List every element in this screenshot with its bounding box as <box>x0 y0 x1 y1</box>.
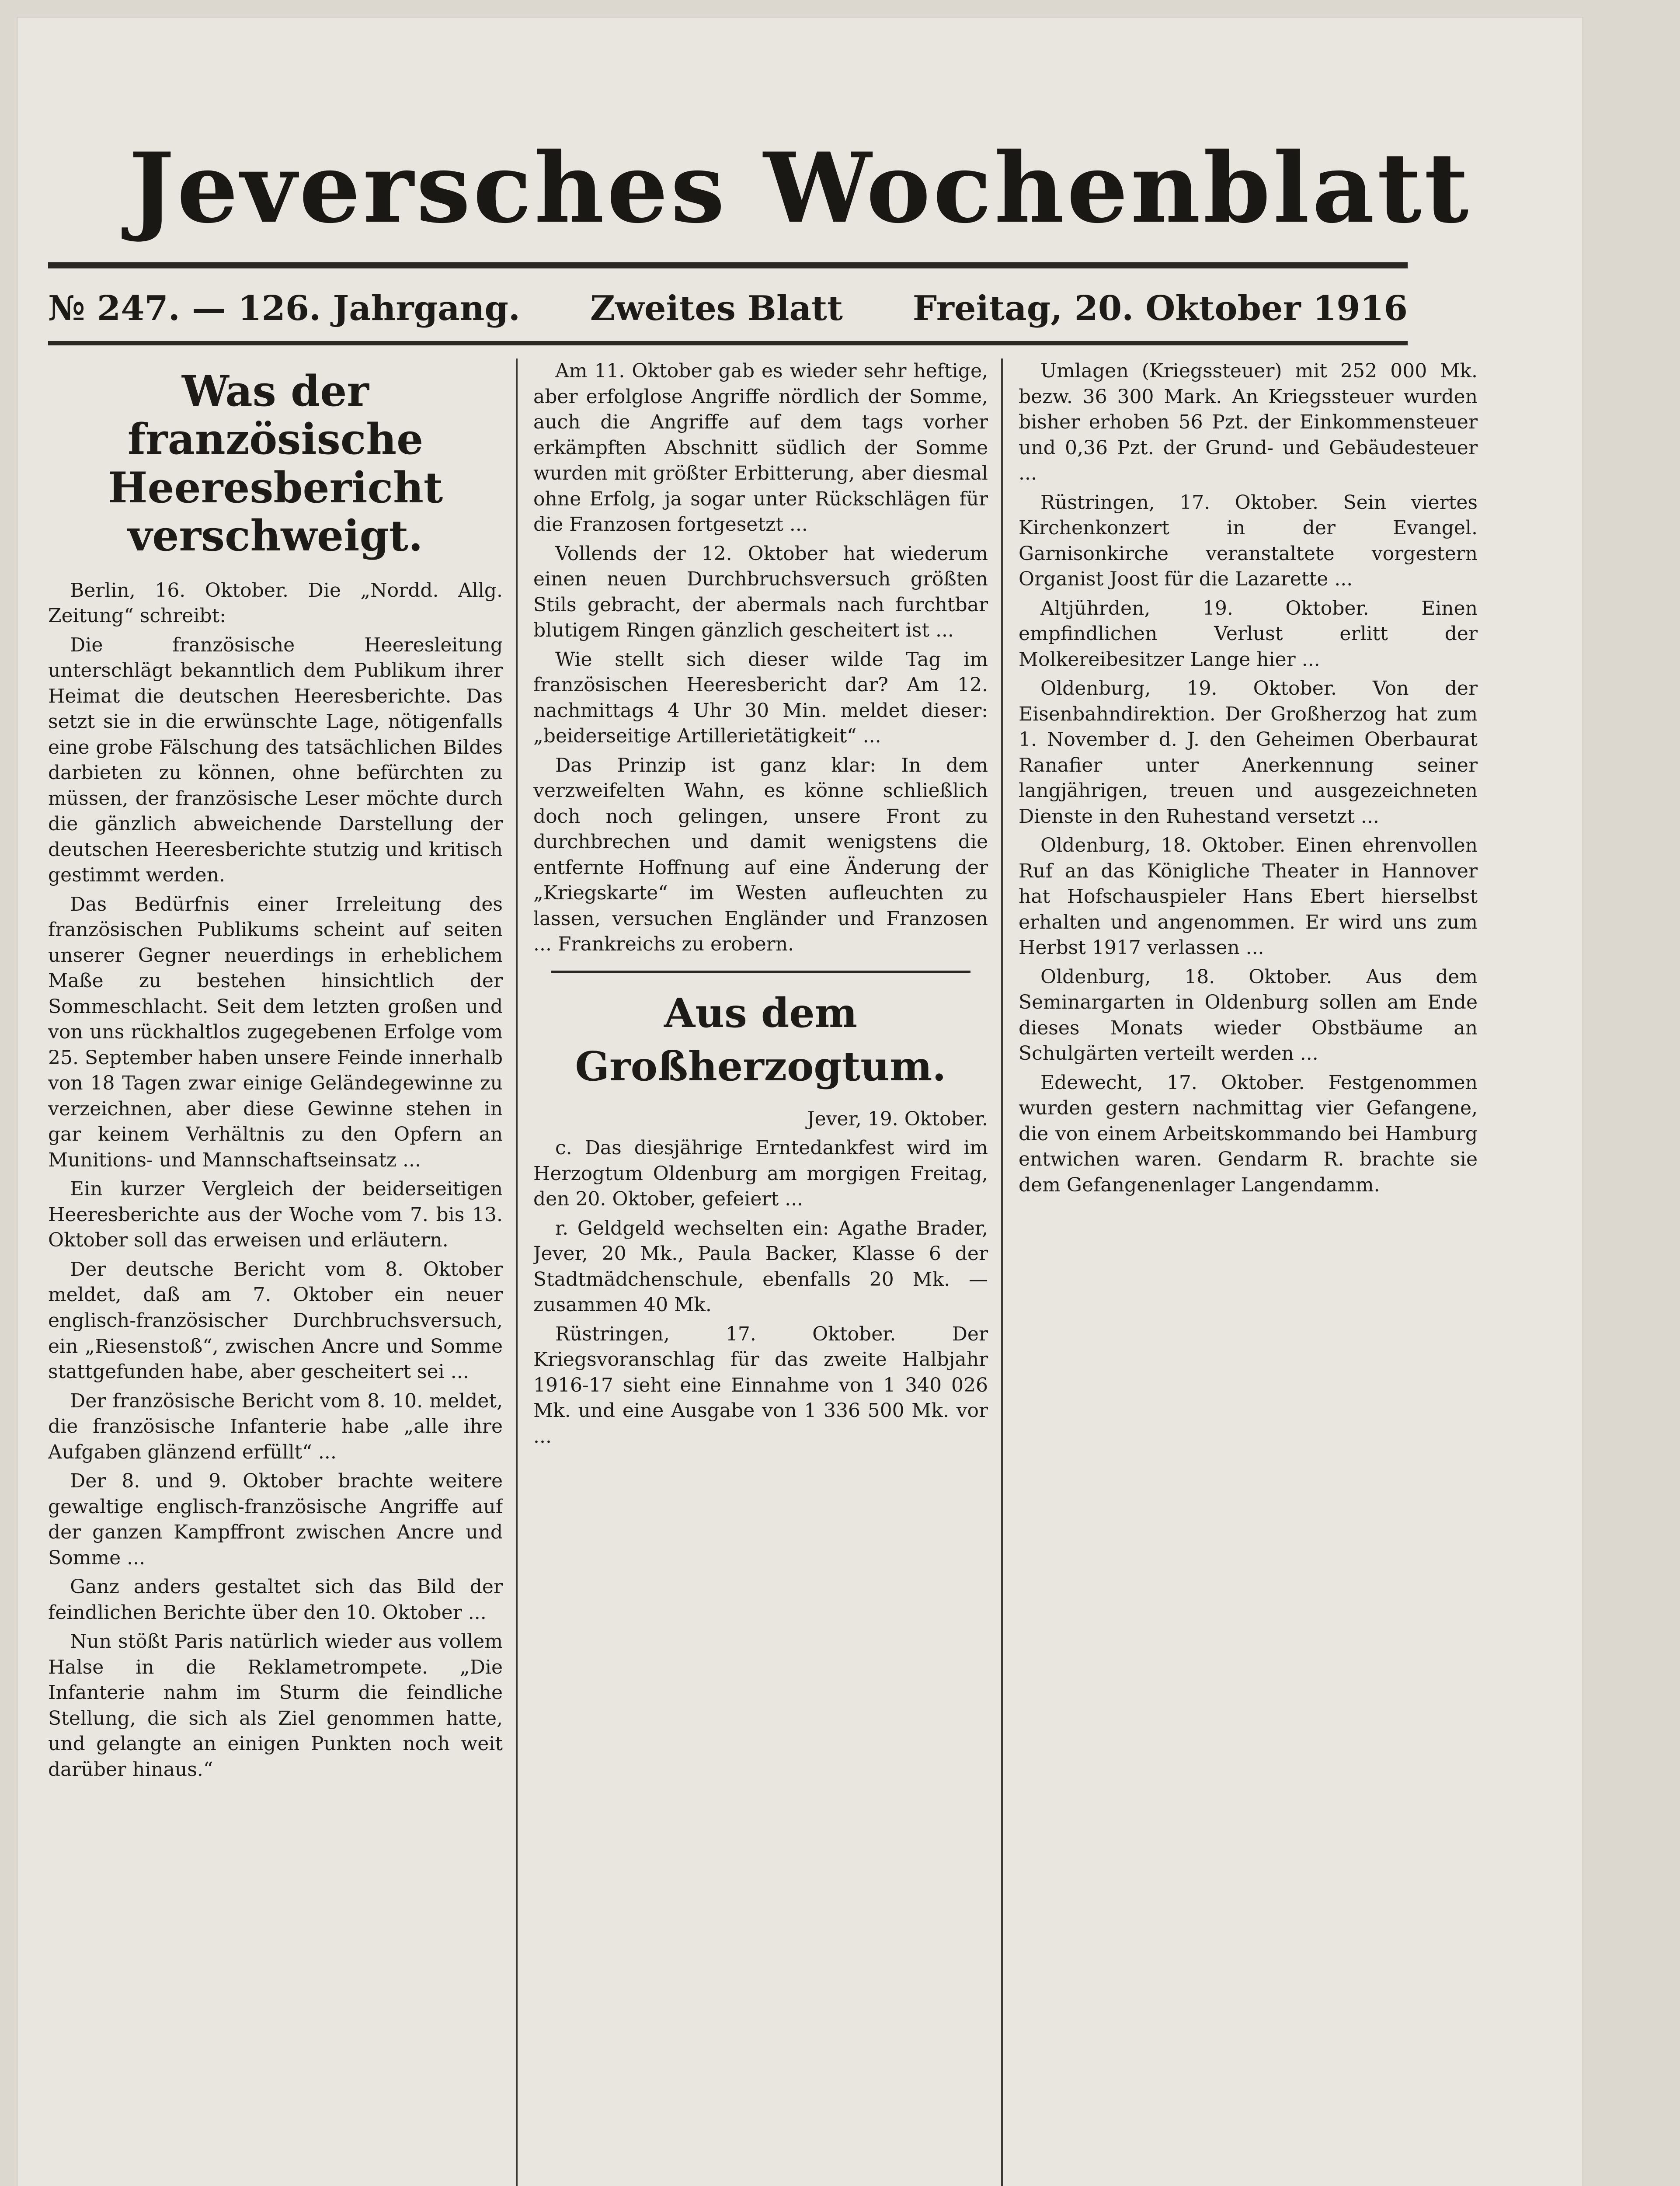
news-item: r. Geldgeld wechselten ein: Agathe Brader, Jever, 20 Mk., Paula Backer, Klasse 6 der Stadtmädchenschule, ebenfalls 20 Mk. — zusammen 40 Mk. <box>533 1217 988 1316</box>
article-paragraph: Wie stellt sich dieser wilde Tag im französischen Heeresbericht dar? Am 12. nachmittags 4 Uhr 30 Min. meldet dieser: „beiderseitige Artillerietätigkeit“ ... <box>533 648 988 748</box>
dateline: Jever, 19. Oktober. <box>807 1107 988 1130</box>
article-paragraph: Berlin, 16. Oktober. Die „Nordd. Allg. Zeitung“ schreibt: <box>48 579 503 627</box>
news-item: Oldenburg, 18. Oktober. Aus dem Seminargarten in Oldenburg sollen am Ende dieses Monats wieder Obstbäume an Schulgärten verteilt werden ... <box>1019 965 1478 1065</box>
newspaper-page <box>17 17 1583 2186</box>
news-item: Oldenburg, 18. Oktober. Einen ehrenvollen Ruf an das Königliche Theater in Hannover hat Hofschauspieler Hans Ebert hierselbst erhalten und angenommen. Er wird uns zum Herbst 1917 verlassen ... <box>1019 834 1478 959</box>
column-1 <box>48 359 503 2186</box>
news-item: Altjührden, 19. Oktober. Einen empfindlichen Verlust erlitt der Molkereibesitzer Lange hier ... <box>1019 597 1478 671</box>
news-item: c. Das diesjährige Erntedankfest wird im Herzogtum Oldenburg am morgigen Freitag, den 20. Oktober, gefeiert ... <box>533 1137 988 1211</box>
article-paragraph: Nun stößt Paris natürlich wieder aus vollem Halse in die Reklametrompete. „Die Infanterie nahm im Sturm die feindliche Stellung, die sich als Ziel genommen hatte, und gelangte an einigen Punkten noch weit darüber hinaus.“ <box>48 1630 503 1781</box>
issue-date: Freitag, 20. Oktober 1916 <box>912 288 1408 328</box>
article-paragraph: Das Prinzip ist ganz klar: In dem verzweifelten Wahn, es könne schließlich doch noch gelingen, unsere Front zu durchbrechen und damit wenigstens die entfernte Hoffnung auf eine Änderung der „Kriegskarte“ im Westen aufleuchten zu lassen, versuchen Engländer und Franzosen ... Frankreichs zu erobern. <box>533 754 988 956</box>
article-paragraph: Am 11. Oktober gab es wieder sehr heftige, aber erfolglose Angriffe nördlich der Somme, auch die Angriffe auf dem tags vorher erkämpften Abschnitt südlich der Somme wurden mit größter Erbitterung, aber diesmal ohne Erfolg, ja sogar unter Rückschlägen für die Franzosen fortgesetzt ... <box>533 360 988 536</box>
article-paragraph: Vollends der 12. Oktober hat wiederum einen neuen Durchbruchsversuch größten Stils gebracht, der abermals nach furchtbar blutigem Ringen gänzlich gescheitert ist ... <box>533 542 988 642</box>
article-paragraph: Das Bedürfnis einer Irreleitung des französischen Publikums scheint auf seiten unserer Gegner neuerdings in erheblichem Maße zu bestehen hinsichtlich der Sommeschlacht. Seit dem letzten großen und von uns rückhaltlos zugegebenen Erfolge vom 25. September haben unsere Feinde innerhalb von 18 Tagen zwar einige Geländegewinne zu verzeichnen, aber diese Gewinne stehen in gar keinem Verhältnis zu den Opfern an Munitions- und Mannschaftseinsatz ... <box>48 893 503 1171</box>
article-paragraph: Ganz anders gestaltet sich das Bild der feindlichen Berichte über den 10. Oktober ... <box>48 1576 503 1624</box>
sheet-label: Zweites Blatt <box>590 288 843 328</box>
column-divider-1 <box>516 359 518 2186</box>
news-item: Rüstringen, 17. Oktober. Sein viertes Kirchenkonzert in der Evangel. Garnisonkirche veranstaltete vorgestern Organist Joost für die Lazarette ... <box>1019 491 1478 591</box>
masthead-rule-top <box>48 262 1408 268</box>
masthead-title: Jeversches Wochenblatt <box>129 131 1471 244</box>
article-paragraph: Der französische Bericht vom 8. 10. meldet, die französische Infanterie habe „alle ihre Aufgaben glänzend erfüllt“ ... <box>48 1389 503 1463</box>
column-3 <box>1019 359 1478 2186</box>
issue-number: № 247. — 126. Jahrgang. <box>48 288 521 328</box>
news-item: Umlagen (Kriegssteuer) mit 252 000 Mk. bezw. 36 300 Mark. An Kriegssteuer wurden bisher erhoben 56 Pzt. der Einkommensteuer und 0,36 Pzt. der Grund- und Gebäudesteuer ... <box>1019 360 1478 485</box>
issue-line <box>48 284 1408 332</box>
article-headline: Was der französische Heeresbericht verschweigt. <box>108 366 443 561</box>
article-paragraph: Die französische Heeresleitung unterschlägt bekanntlich dem Publikum ihrer Heimat die deutschen Heeresberichte. Das setzt sie in die erwünschte Lage, nötigenfalls eine grobe Fälschung des tatsächlichen Bildes darbieten zu können, ohne befürchten zu müssen, der französische Leser möchte durch die gänzlich abweichende Darstellung der deutschen Heeresberichte stutzig und kritisch gestimmt werden. <box>48 634 503 887</box>
section-heading: Aus dem Großherzogtum. <box>575 989 946 1090</box>
news-item: Oldenburg, 19. Oktober. Von der Eisenbahndirektion. Der Großherzog hat zum 1. November d. J. den Geheimen Oberbaurat Ranafier unter Anerkennung seiner langjährigen, treuen und ausgezeichneten Dienste in den Ruhestand versetzt ... <box>1019 677 1478 828</box>
section-rule <box>551 971 970 973</box>
news-item: Rüstringen, 17. Oktober. Der Kriegsvoranschlag für das zweite Halbjahr 1916-17 sieht eine Einnahme von 1 340 026 Mk. und eine Ausgabe von 1 336 500 Mk. vor ... <box>533 1323 988 1448</box>
news-item: Edewecht, 17. Oktober. Festgenommen wurden gestern nachmittag vier Gefangene, die von einem Arbeitskommando bei Hamburg entwichen waren. Gendarm R. brachte sie dem Gefangenenlager Langendamm. <box>1019 1071 1478 1196</box>
article-paragraph: Der 8. und 9. Oktober brachte weitere gewaltige englisch-französische Angriffe auf der ganzen Kampffront zwischen Ancre und Somme ... <box>48 1470 503 1569</box>
article-paragraph: Ein kurzer Vergleich der beiderseitigen Heeresberichte aus der Woche vom 7. bis 13. Oktober soll das erweisen und erläutern. <box>48 1178 503 1252</box>
article-paragraph: Der deutsche Bericht vom 8. Oktober meldet, daß am 7. Oktober ein neuer englisch-französischer Durchbruchsversuch, ein „Riesenstoß“, zwischen Ancre und Somme stattgefunden habe, aber gescheitert sei ... <box>48 1258 503 1383</box>
masthead-rule-bottom <box>48 341 1408 345</box>
column-2 <box>533 359 988 2186</box>
column-divider-2 <box>1001 359 1003 2186</box>
